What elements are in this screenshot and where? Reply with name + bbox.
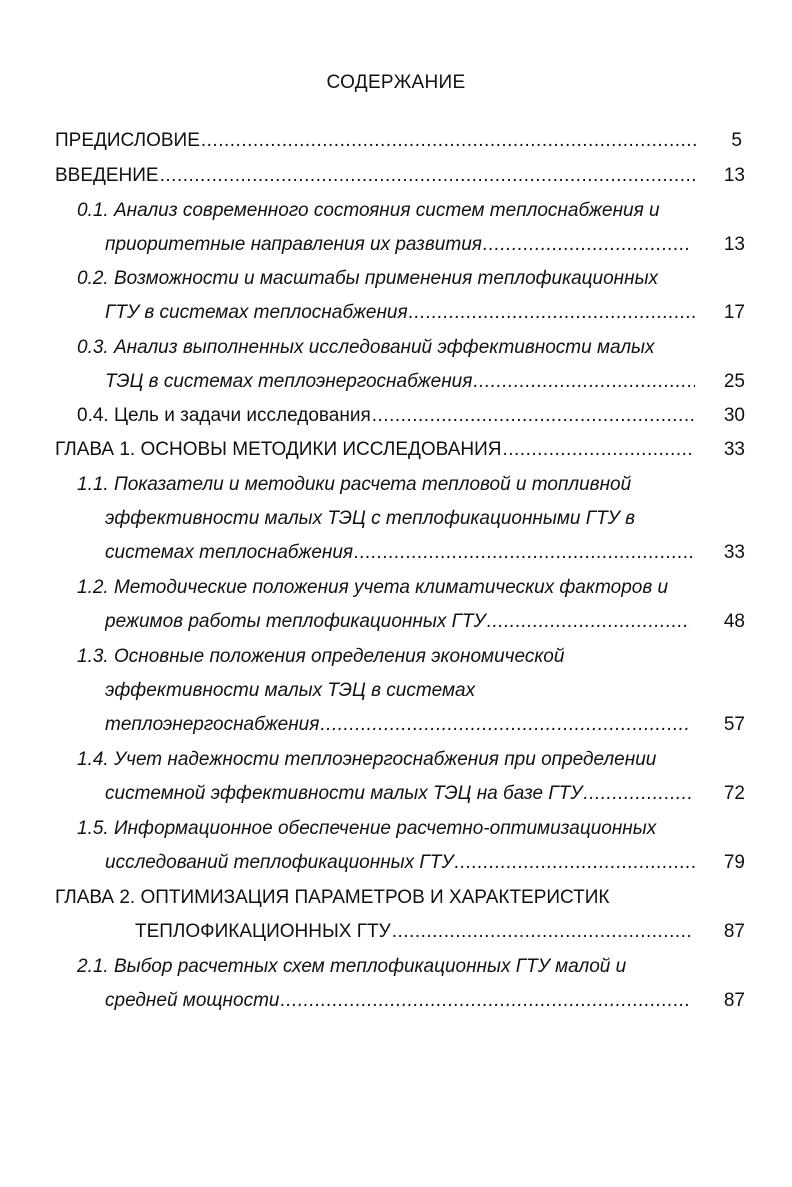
toc-entry-text: приоритетные направления их развития bbox=[105, 234, 482, 255]
toc-entry-text: ТЕПЛОФИКАЦИОННЫХ ГТУ bbox=[135, 921, 391, 942]
toc-entry-text: ПРЕДИСЛОВИЕ bbox=[55, 130, 200, 151]
toc-page-number: 72 bbox=[723, 783, 745, 804]
toc-entry-line bbox=[105, 232, 690, 258]
toc-entry-line bbox=[55, 885, 609, 911]
toc-entry-text: режимов работы теплофикационных ГТУ bbox=[105, 611, 486, 632]
toc-entry-line bbox=[77, 335, 655, 361]
toc-entry-text: 2.1. Выбор расчетных схем теплофикационных ГТУ малой и bbox=[77, 956, 627, 977]
toc-entry-text: 1.2. Методические положения учета климатических факторов и bbox=[77, 577, 669, 598]
dot-leader bbox=[409, 300, 695, 326]
toc-page-number: 30 bbox=[723, 405, 745, 426]
dot-leader bbox=[473, 369, 695, 395]
toc-entry-line bbox=[105, 850, 695, 876]
dot-leader bbox=[201, 128, 697, 154]
toc-page-number: 57 bbox=[723, 714, 745, 735]
toc-entry-text: исследований теплофикационных ГТУ bbox=[105, 852, 454, 873]
dot-leader bbox=[372, 403, 695, 429]
toc-entry-line bbox=[105, 540, 692, 566]
toc-entry-line bbox=[77, 403, 695, 429]
toc-entry-text: системной эффективности малых ТЭЦ на базе ГТУ bbox=[105, 783, 583, 804]
toc-entry-line bbox=[77, 575, 668, 601]
toc-entry-line bbox=[105, 300, 695, 326]
toc-entry-text: ГТУ в системах теплоснабжения bbox=[105, 302, 408, 323]
dot-leader bbox=[502, 437, 692, 463]
toc-entry-text: 1.5. Информационное обеспечение расчетно-оптимизационных bbox=[77, 818, 657, 839]
toc-entry-line bbox=[105, 506, 635, 532]
toc-entry-text: эффективности малых ТЭЦ в системах bbox=[105, 680, 476, 701]
toc-page-number: 25 bbox=[723, 371, 745, 392]
toc-entry-text: ВВЕДЕНИЕ bbox=[55, 165, 159, 186]
toc-page-number: 17 bbox=[723, 302, 745, 323]
toc-entry-text: 1.3. Основные положения определения экономической bbox=[77, 646, 565, 667]
toc-page-number: 33 bbox=[723, 542, 745, 563]
dot-leader bbox=[354, 540, 692, 566]
dot-leader bbox=[160, 163, 697, 189]
toc-entry-line bbox=[55, 128, 697, 154]
toc-page-number: 13 bbox=[723, 165, 745, 186]
toc-entry-text: 0.3. Анализ выполненных исследований эффективности малых bbox=[77, 337, 655, 358]
toc-entry-line bbox=[77, 816, 656, 842]
dot-leader bbox=[483, 232, 690, 258]
toc-page-number: 87 bbox=[723, 921, 745, 942]
toc-entry-line bbox=[105, 678, 475, 704]
toc-entry-line bbox=[77, 747, 656, 773]
toc-entry-text: 0.1. Анализ современного состояния систем теплоснабжения и bbox=[77, 200, 660, 221]
toc-entry-text: 0.2. Возможности и масштабы применения теплофикационных bbox=[77, 268, 659, 289]
toc-entry-text: ТЭЦ в системах теплоэнергоснабжения bbox=[105, 371, 473, 392]
toc-entry-line bbox=[55, 163, 697, 189]
toc-page-number: 87 bbox=[723, 990, 745, 1011]
toc-entry-text: ГЛАВА 1. ОСНОВЫ МЕТОДИКИ ИССЛЕДОВАНИЯ bbox=[55, 439, 502, 460]
toc-entry-text: 1.1. Показатели и методики расчета тепловой и топливной bbox=[77, 474, 632, 495]
toc-entry-text: 1.4. Учет надежности теплоэнергоснабжения при определении bbox=[77, 749, 657, 770]
toc-entry-text: теплоэнергоснабжения bbox=[105, 714, 320, 735]
dot-leader bbox=[583, 781, 692, 807]
toc-page-number: 5 bbox=[731, 130, 742, 151]
toc-entry-text: ГЛАВА 2. ОПТИМИЗАЦИЯ ПАРАМЕТРОВ И ХАРАКТЕРИСТИК bbox=[55, 887, 610, 908]
dot-leader bbox=[455, 850, 695, 876]
page-title: СОДЕРЖАНИЕ bbox=[326, 72, 466, 93]
toc-page-number: 48 bbox=[723, 611, 745, 632]
toc-page-number: 79 bbox=[723, 852, 745, 873]
toc-entry-line bbox=[105, 988, 690, 1014]
toc-entry-line bbox=[105, 712, 690, 738]
toc-page-number: 33 bbox=[723, 439, 745, 460]
toc-entry-line bbox=[105, 369, 695, 395]
toc-entry-text: 0.4. Цель и задачи исследования bbox=[77, 405, 371, 426]
toc-entry-line bbox=[105, 781, 692, 807]
toc-entry-line bbox=[105, 609, 690, 635]
toc-entry-line bbox=[135, 919, 692, 945]
dot-leader bbox=[392, 919, 692, 945]
toc-page-number: 13 bbox=[723, 234, 745, 255]
toc-entry-line bbox=[77, 472, 631, 498]
dot-leader bbox=[320, 712, 690, 738]
toc-entry-text: системах теплоснабжения bbox=[105, 542, 354, 563]
toc-entry-line bbox=[77, 266, 658, 292]
dot-leader bbox=[280, 988, 690, 1014]
toc-entry-line bbox=[77, 954, 626, 980]
toc-entry-text: эффективности малых ТЭЦ с теплофикационными ГТУ в bbox=[105, 508, 636, 529]
toc-entry-line bbox=[77, 644, 564, 670]
dot-leader bbox=[487, 609, 690, 635]
toc-entry-line bbox=[55, 437, 692, 463]
toc-entry-line bbox=[77, 198, 660, 224]
toc-entry-text: средней мощности bbox=[105, 990, 280, 1011]
